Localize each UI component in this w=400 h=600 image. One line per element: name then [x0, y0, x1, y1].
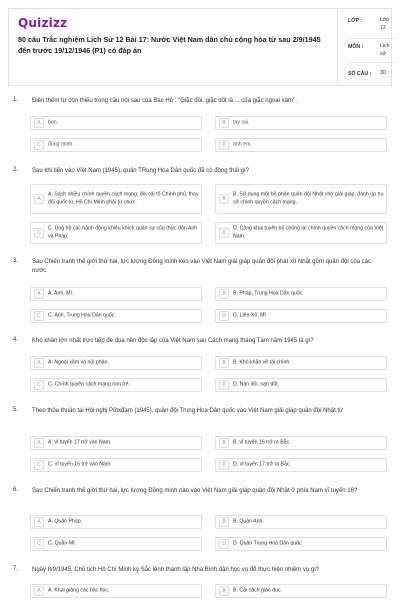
option-letter: D — [219, 460, 229, 470]
option-text: anh em. — [233, 141, 252, 148]
option-d[interactable] — [215, 458, 387, 472]
option-text: D. vĩ tuyến 17 trở ra Bắc. — [233, 461, 291, 468]
option-letter: B — [219, 586, 229, 596]
option-a[interactable] — [30, 356, 202, 370]
option-d[interactable] — [215, 309, 387, 323]
option-text: A. Sách nhiều chính quyền cách mạng, đòi cải tổ Chính phủ, thay đổi quốc kì, Hồ Chí Minh phải từ chức. — [48, 191, 199, 205]
count-label: SỐ CÂU : — [348, 71, 372, 77]
option-a[interactable] — [30, 287, 202, 301]
class-value: Lớp 12 — [380, 17, 390, 31]
question-text: Sau khi tiến vào Việt Nam (1945), quân TRung Hoa Dân quốc đã có động thái gì? — [32, 168, 249, 174]
option-text: D. Công khai tuyên bố chống lại chính quyền cách mạng của Việt Nam. — [233, 225, 384, 239]
option-c[interactable] — [30, 378, 202, 392]
option-letter: A — [34, 586, 44, 596]
option-letter: D — [219, 311, 229, 321]
option-text: B. Sử dụng một bộ phận quân đội Nhật chờ giải giáp, đánh úp trụ sở chính quyền cách mạng. — [233, 191, 384, 205]
option-text: B. Khó khăn về tài chính. — [233, 359, 291, 366]
option-text: D. Quân Trung Hoa Dân quốc. — [233, 540, 304, 547]
option-letter: C — [34, 539, 44, 549]
option-text: C. Chính quyền cách mạng non trẻ. — [48, 381, 130, 388]
option-letter: D — [219, 380, 229, 390]
question-number: 6. — [13, 487, 19, 493]
question-number: 5. — [13, 407, 19, 413]
option-letter: B — [219, 438, 229, 448]
question-text: Điền thêm từ còn thiếu trong câu nói sau của Bác Hồ : "Giặc đói, giặc dốt là ... của giặc ngoại xâm" . — [32, 98, 299, 104]
subject-label: MÔN : — [348, 44, 364, 50]
option-letter: D — [219, 228, 229, 238]
option-text: A. Quân Pháp. — [48, 518, 83, 525]
option-letter: C — [34, 311, 44, 321]
option-b[interactable] — [215, 184, 387, 214]
subject-value: Lịch sử — [380, 43, 390, 57]
option-b[interactable] — [215, 116, 387, 130]
count-value: 30 — [380, 70, 386, 76]
question-text: Khó khăn lớn nhất trực tiếp đe dọa nền độc lập của Việt Nam sau Cách mạng tháng Tám năm 1945 là gì? — [32, 338, 314, 344]
option-b[interactable] — [215, 436, 387, 450]
option-letter: B — [219, 194, 229, 204]
option-letter: A — [34, 517, 44, 527]
quizizz-logo: Quizizz — [18, 16, 68, 30]
option-text: C. Anh, Trung Hoa Dân quốc. — [48, 312, 116, 319]
option-letter: C — [34, 380, 44, 390]
option-letter: D — [219, 539, 229, 549]
option-a[interactable] — [30, 515, 202, 529]
option-d[interactable] — [215, 138, 387, 152]
option-d[interactable] — [215, 378, 387, 392]
worksheet-title: 80 câu Trắc nghiệm Lịch Sử 12 Bài 17: Nước Việt Nam dân chủ cộng hòa từ sau 2/9/1945 đến trước 19/12/1946 (P1) có đáp án — [18, 35, 321, 55]
option-b[interactable] — [215, 515, 387, 529]
question-text: Theo thỏa thuận tại Hội nghị Pốtxđam (1945), quân đội Trung Hoa Dân quốc vào Việt Nam giải giáp quân đội Nhật từ — [32, 408, 344, 414]
option-letter: A — [34, 289, 44, 299]
option-text: C. Ủng hộ các hành động khiêu khích quân sự của thực dân Anh và Pháp. — [48, 225, 198, 239]
option-text: D. Liên Xô, Mĩ. — [233, 312, 268, 319]
option-text: A. Khai giảng các bậc học. — [48, 587, 110, 594]
option-text: C. Quân Mĩ. — [48, 540, 76, 547]
option-b[interactable] — [215, 584, 387, 598]
option-text: D. Nạn đói, nạn dốt. — [233, 381, 280, 388]
option-c[interactable] — [30, 309, 202, 323]
meta-separator — [346, 38, 396, 39]
option-letter: C — [34, 460, 44, 470]
option-letter: B — [219, 289, 229, 299]
option-c[interactable] — [30, 458, 202, 472]
question-text: Sau Chiến tranh thế giới thứ hai, lực lượng Đồng minh nào vào Việt Nam giải giáp quân đội Nhật ở phía Nam vĩ tuyến 16? — [32, 488, 358, 494]
option-text: A. Anh, Mĩ. — [48, 290, 74, 297]
question-text: Sau Chiến tranh thế giới thứ hai, lực lượng Đồng minh kéo vào Việt Nam giải giáp quân đội phát xít Nhật gồm quân đội của các nước — [32, 259, 372, 274]
option-letter: C — [34, 228, 44, 238]
option-text: tay sai. — [233, 119, 250, 126]
worksheet-header — [8, 8, 392, 86]
class-label: LỚP : — [348, 18, 363, 24]
option-letter: A — [34, 194, 44, 204]
option-letter: C — [34, 140, 44, 150]
option-c[interactable] — [30, 138, 202, 152]
option-a[interactable] — [30, 436, 202, 450]
option-text: A. vĩ tuyến 17 trở vào Nam. — [48, 439, 112, 446]
option-a[interactable] — [30, 116, 202, 130]
option-letter: B — [219, 517, 229, 527]
option-text: bạn. — [48, 119, 59, 126]
option-letter: A — [34, 118, 44, 128]
option-letter: B — [219, 118, 229, 128]
question-text: Ngày 8/9/1945, Chủ tịch Hồ Chí Minh ký Sắc lệnh thành lập Nha Bình dân học vụ để thực hiện nhiệm vụ gì? — [32, 567, 320, 573]
question-number: 2. — [13, 167, 19, 173]
option-text: C. vĩ tuyến 16 trở vào Nam. — [48, 461, 112, 468]
option-b[interactable] — [215, 356, 387, 370]
meta-divider — [337, 9, 338, 85]
option-d[interactable] — [215, 537, 387, 551]
option-a[interactable] — [30, 184, 202, 214]
option-c[interactable] — [30, 537, 202, 551]
option-text: A. Ngoại xâm và nội phản. — [48, 359, 109, 366]
question-number: 7. — [13, 566, 19, 572]
option-text: B. Quân Anh. — [233, 518, 264, 525]
question-number: 4. — [13, 337, 19, 343]
option-text: đồng minh. — [48, 141, 74, 148]
option-letter: A — [34, 438, 44, 448]
option-text: B. vĩ tuyến 16 trở ra Bắc. — [233, 439, 291, 446]
option-letter: A — [34, 358, 44, 368]
question-number: 3. — [13, 258, 19, 264]
option-b[interactable] — [215, 287, 387, 301]
option-letter: D — [219, 140, 229, 150]
option-text: B. Cải cách giáo dục. — [233, 587, 283, 594]
option-text: B. Pháp, Trung Hoa Dân quốc. — [233, 290, 304, 297]
option-a[interactable] — [30, 584, 202, 598]
option-letter: B — [219, 358, 229, 368]
question-number: 1. — [13, 97, 19, 103]
meta-separator — [346, 62, 396, 63]
option-d[interactable] — [215, 222, 387, 244]
option-c[interactable] — [30, 222, 202, 244]
